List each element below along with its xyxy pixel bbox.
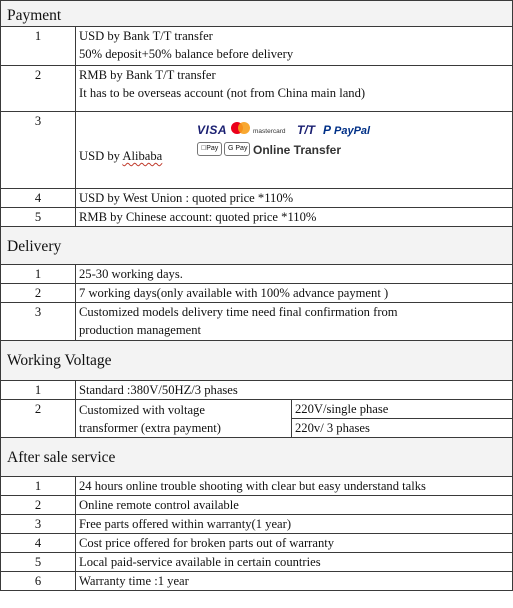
row-number: 2 xyxy=(1,496,76,515)
text-line: It has to be overseas account (not from China main land) xyxy=(79,86,366,100)
row-number: 2 xyxy=(1,400,76,438)
row-text: USD by West Union : quoted price *110% xyxy=(76,189,513,208)
row-text: Standard :380V/50HZ/3 phases xyxy=(76,381,513,400)
row-text: Cost price offered for broken parts out of warranty xyxy=(76,534,513,553)
row-text: 25-30 working days. xyxy=(76,265,513,284)
row-number: 3 xyxy=(1,303,76,341)
after-sale-row-3 xyxy=(1,515,513,534)
row-number: 5 xyxy=(1,553,76,572)
after-sale-row-6 xyxy=(1,572,513,591)
row-text xyxy=(76,66,513,112)
delivery-title: Delivery xyxy=(1,227,513,265)
payment-row-5 xyxy=(1,208,513,227)
delivery-row-1 xyxy=(1,265,513,284)
after-sale-row-4 xyxy=(1,534,513,553)
row-number: 2 xyxy=(1,284,76,303)
text-line: USD by Bank T/T transfer xyxy=(79,29,213,43)
payment-row-3 xyxy=(1,112,513,189)
mastercard-logo: mastercard xyxy=(253,128,286,135)
row-number: 1 xyxy=(1,381,76,400)
alibaba-word: Alibaba xyxy=(122,149,163,163)
visa-logo: VISA xyxy=(197,123,228,137)
row-text: 24 hours online trouble shooting with clear but easy understand talks xyxy=(76,477,513,496)
row-number: 6 xyxy=(1,572,76,591)
delivery-row-3 xyxy=(1,303,513,341)
voltage-option-single-phase: 220V/single phase xyxy=(292,400,513,419)
row-text: Online remote control available xyxy=(76,496,513,515)
row-number: 3 xyxy=(1,112,76,189)
row-text xyxy=(76,27,513,66)
payment-title: Payment xyxy=(1,1,513,27)
payment-row-4 xyxy=(1,189,513,208)
delivery-row-2 xyxy=(1,284,513,303)
text-line: Customized with voltage xyxy=(79,402,205,417)
alibaba-label: USD by Alibaba xyxy=(79,149,163,163)
text-line: production management xyxy=(79,323,202,337)
text-line: Customized models delivery time need final confirmation from xyxy=(79,305,398,319)
voltage-row-2a xyxy=(1,400,513,419)
paypal-logo: PayPal xyxy=(334,125,371,137)
payment-section-header xyxy=(1,1,513,27)
row-number: 1 xyxy=(1,27,76,66)
delivery-section-header xyxy=(1,227,513,265)
google-pay-icon: G Pay xyxy=(224,142,250,156)
after-sale-row-2 xyxy=(1,496,513,515)
row-number: 2 xyxy=(1,66,76,112)
row-number: 4 xyxy=(1,189,76,208)
row-text: Local paid-service available in certain countries xyxy=(76,553,513,572)
after-sale-title: After sale service xyxy=(1,438,513,477)
after-sale-row-5 xyxy=(1,553,513,572)
after-sale-section-header xyxy=(1,438,513,477)
row-number: 3 xyxy=(1,515,76,534)
row-text xyxy=(76,400,292,438)
text-line: 50% deposit+50% balance before delivery xyxy=(79,47,294,61)
mastercard-icon xyxy=(231,122,251,134)
row-number: 1 xyxy=(1,265,76,284)
payment-logos-image xyxy=(191,115,391,163)
row-text: Free parts offered within warranty(1 year) xyxy=(76,515,513,534)
online-transfer-label: Online Transfer xyxy=(253,143,342,157)
voltage-title: Working Voltage xyxy=(1,341,513,381)
row-text: Warranty time :1 year xyxy=(76,572,513,591)
row-number: 5 xyxy=(1,208,76,227)
apple-pay-icon: Pay xyxy=(197,142,222,156)
row-text: 7 working days(only available with 100% advance payment ) xyxy=(76,284,513,303)
row-text xyxy=(76,112,513,189)
row-text xyxy=(76,303,513,341)
after-sale-row-1 xyxy=(1,477,513,496)
row-text: RMB by Chinese account: quoted price *110% xyxy=(76,208,513,227)
tt-logo: T/T xyxy=(297,123,315,137)
text-line: transformer (extra payment) xyxy=(79,420,221,435)
text-line: RMB by Bank T/T transfer xyxy=(79,68,216,82)
row-number: 4 xyxy=(1,534,76,553)
payment-row-1 xyxy=(1,27,513,66)
voltage-option-three-phases: 220v/ 3 phases xyxy=(292,419,513,438)
voltage-row-1 xyxy=(1,381,513,400)
payment-row-2 xyxy=(1,66,513,112)
voltage-section-header xyxy=(1,341,513,381)
row-number: 1 xyxy=(1,477,76,496)
paypal-icon: P xyxy=(323,123,332,137)
